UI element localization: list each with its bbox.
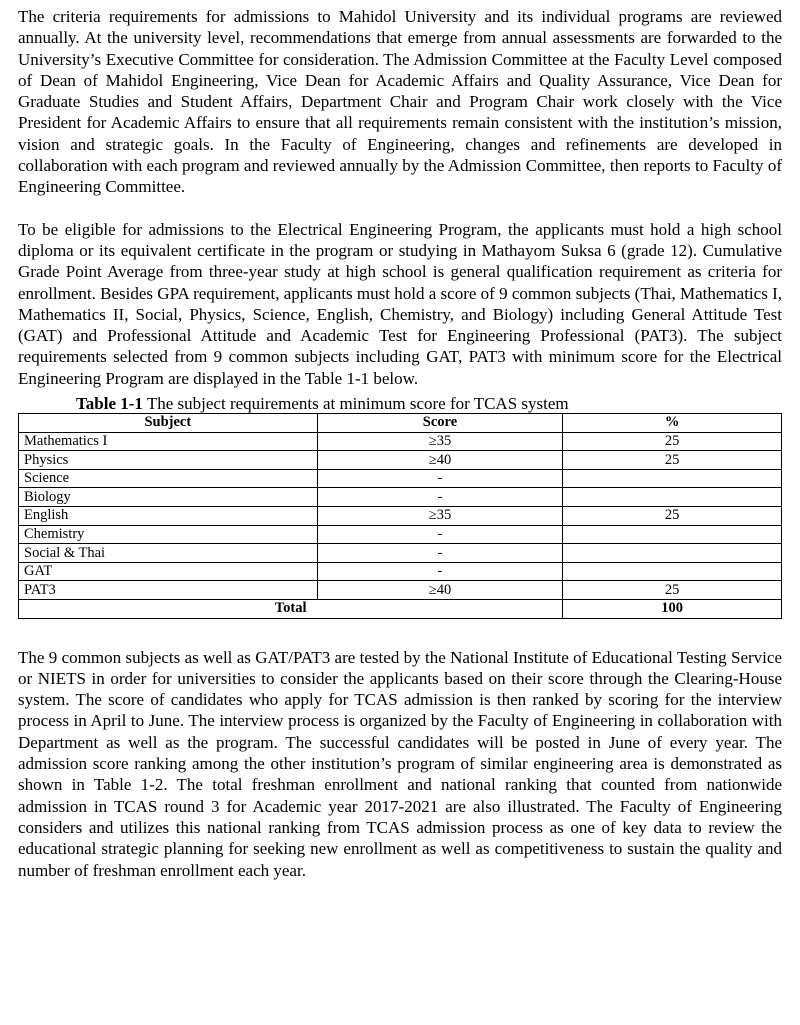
cell-percent bbox=[563, 469, 782, 488]
table-total-row bbox=[19, 599, 782, 618]
table-row bbox=[19, 432, 782, 451]
subject-requirements-table bbox=[18, 413, 782, 619]
cell-score: - bbox=[317, 544, 563, 563]
table-header-row bbox=[19, 414, 782, 433]
cell-score: - bbox=[317, 469, 563, 488]
paragraph-admission-criteria: The criteria requirements for admissions to Mahidol University and its individual programs are reviewed annually. At the university level, recommendations that emerge from annual assessments are forwarded to the University’s Executive Committee for consideration. The Admission Committee at the Faculty Level composed of Dean of Mahidol Engineering, Vice Dean for Academic Affairs and Quality Assurance, Vice Dean for Graduate Studies and Student Affairs, Department Chair and Program Chair work closely with the Vice President for Academic Affairs to ensure that all requirements remain consistent with the institution’s mission, vision and strategic goals. In the Faculty of Engineering, changes and refinements are developed in collaboration with each program and reviewed annually by the Admission Committee, then reports to Faculty of Engineering Committee. bbox=[18, 7, 782, 197]
cell-percent: 25 bbox=[563, 432, 782, 451]
table-row bbox=[19, 581, 782, 600]
cell-percent: 25 bbox=[563, 507, 782, 526]
cell-percent: 25 bbox=[563, 451, 782, 470]
cell-subject: Chemistry bbox=[19, 525, 318, 544]
table-row bbox=[19, 507, 782, 526]
cell-percent bbox=[563, 562, 782, 581]
total-label: Total bbox=[19, 599, 563, 618]
header-percent: % bbox=[563, 414, 782, 433]
cell-score: ≥40 bbox=[317, 581, 563, 600]
header-score: Score bbox=[317, 414, 563, 433]
cell-subject: Biology bbox=[19, 488, 318, 507]
table-row bbox=[19, 562, 782, 581]
table-caption-text: The subject requirements at minimum score for TCAS system bbox=[142, 394, 569, 414]
paragraph-niets-testing: The 9 common subjects as well as GAT/PAT3 are tested by the National Institute of Educational Testing Service or NIETS in order for universities to consider the applicants based on their score through the Clearing-House system. The score of candidates who apply for TCAS admission is then ranked by scoring for the interview process in April to June. The interview process is organized by the Faculty of Engineering in collaboration with Department as well as the program. The successful candidates will be posted in June of every year. The admission score ranking among the other institution’s program of similar engineering area is demonstrated as shown in Table 1-2. The total freshman enrollment and national ranking that counted from nationwide admission in TCAS round 3 for Academic year 2017-2021 are also illustrated. The Faculty of Engineering considers and utilizes this national ranking from TCAS admission process as one of key data to review the educational strategic planning for seeking new enrollment as well as competitiveness to sustain the quality and number of freshman enrollment each year. bbox=[18, 647, 782, 880]
cell-score: ≥35 bbox=[317, 432, 563, 451]
table-row bbox=[19, 544, 782, 563]
table-caption bbox=[76, 395, 782, 413]
header-subject: Subject bbox=[19, 414, 318, 433]
cell-score: ≥40 bbox=[317, 451, 563, 470]
cell-subject: Science bbox=[19, 469, 318, 488]
cell-subject: Physics bbox=[19, 451, 318, 470]
cell-subject: Mathematics I bbox=[19, 432, 318, 451]
paragraph-eligibility: To be eligible for admissions to the Electrical Engineering Program, the applicants must hold a high school diploma or its equivalent certificate in the program or studying in Mathayom Suksa 6 (grade 12). Cumulative Grade Point Average from three-year study at high school is general qualification requirement as criteria for enrollment. Besides GPA requirement, applicants must hold a score of 9 common subjects (Thai, Mathematics I, Mathematics II, Social, Physics, Science, English, Chemistry, and Biology) including General Attitude Test (GAT) and Professional Attitude and Academic Test for Engineering Professional (PAT3). The subject requirements selected from 9 common subjects including GAT, PAT3 with minimum score for the Electrical Engineering Program are displayed in the Table 1-1 below. bbox=[18, 219, 782, 388]
cell-score: - bbox=[317, 525, 563, 544]
cell-percent: 25 bbox=[563, 581, 782, 600]
cell-percent bbox=[563, 488, 782, 507]
cell-score: ≥35 bbox=[317, 507, 563, 526]
cell-score: - bbox=[317, 488, 563, 507]
table-row bbox=[19, 488, 782, 507]
table-caption-label: Table 1-1 bbox=[76, 394, 143, 414]
table-row bbox=[19, 451, 782, 470]
cell-subject: Social & Thai bbox=[19, 544, 318, 563]
cell-score: - bbox=[317, 562, 563, 581]
cell-subject: English bbox=[19, 507, 318, 526]
total-value: 100 bbox=[563, 599, 782, 618]
cell-subject: PAT3 bbox=[19, 581, 318, 600]
table-row bbox=[19, 525, 782, 544]
cell-percent bbox=[563, 544, 782, 563]
cell-percent bbox=[563, 525, 782, 544]
table-row bbox=[19, 469, 782, 488]
cell-subject: GAT bbox=[19, 562, 318, 581]
